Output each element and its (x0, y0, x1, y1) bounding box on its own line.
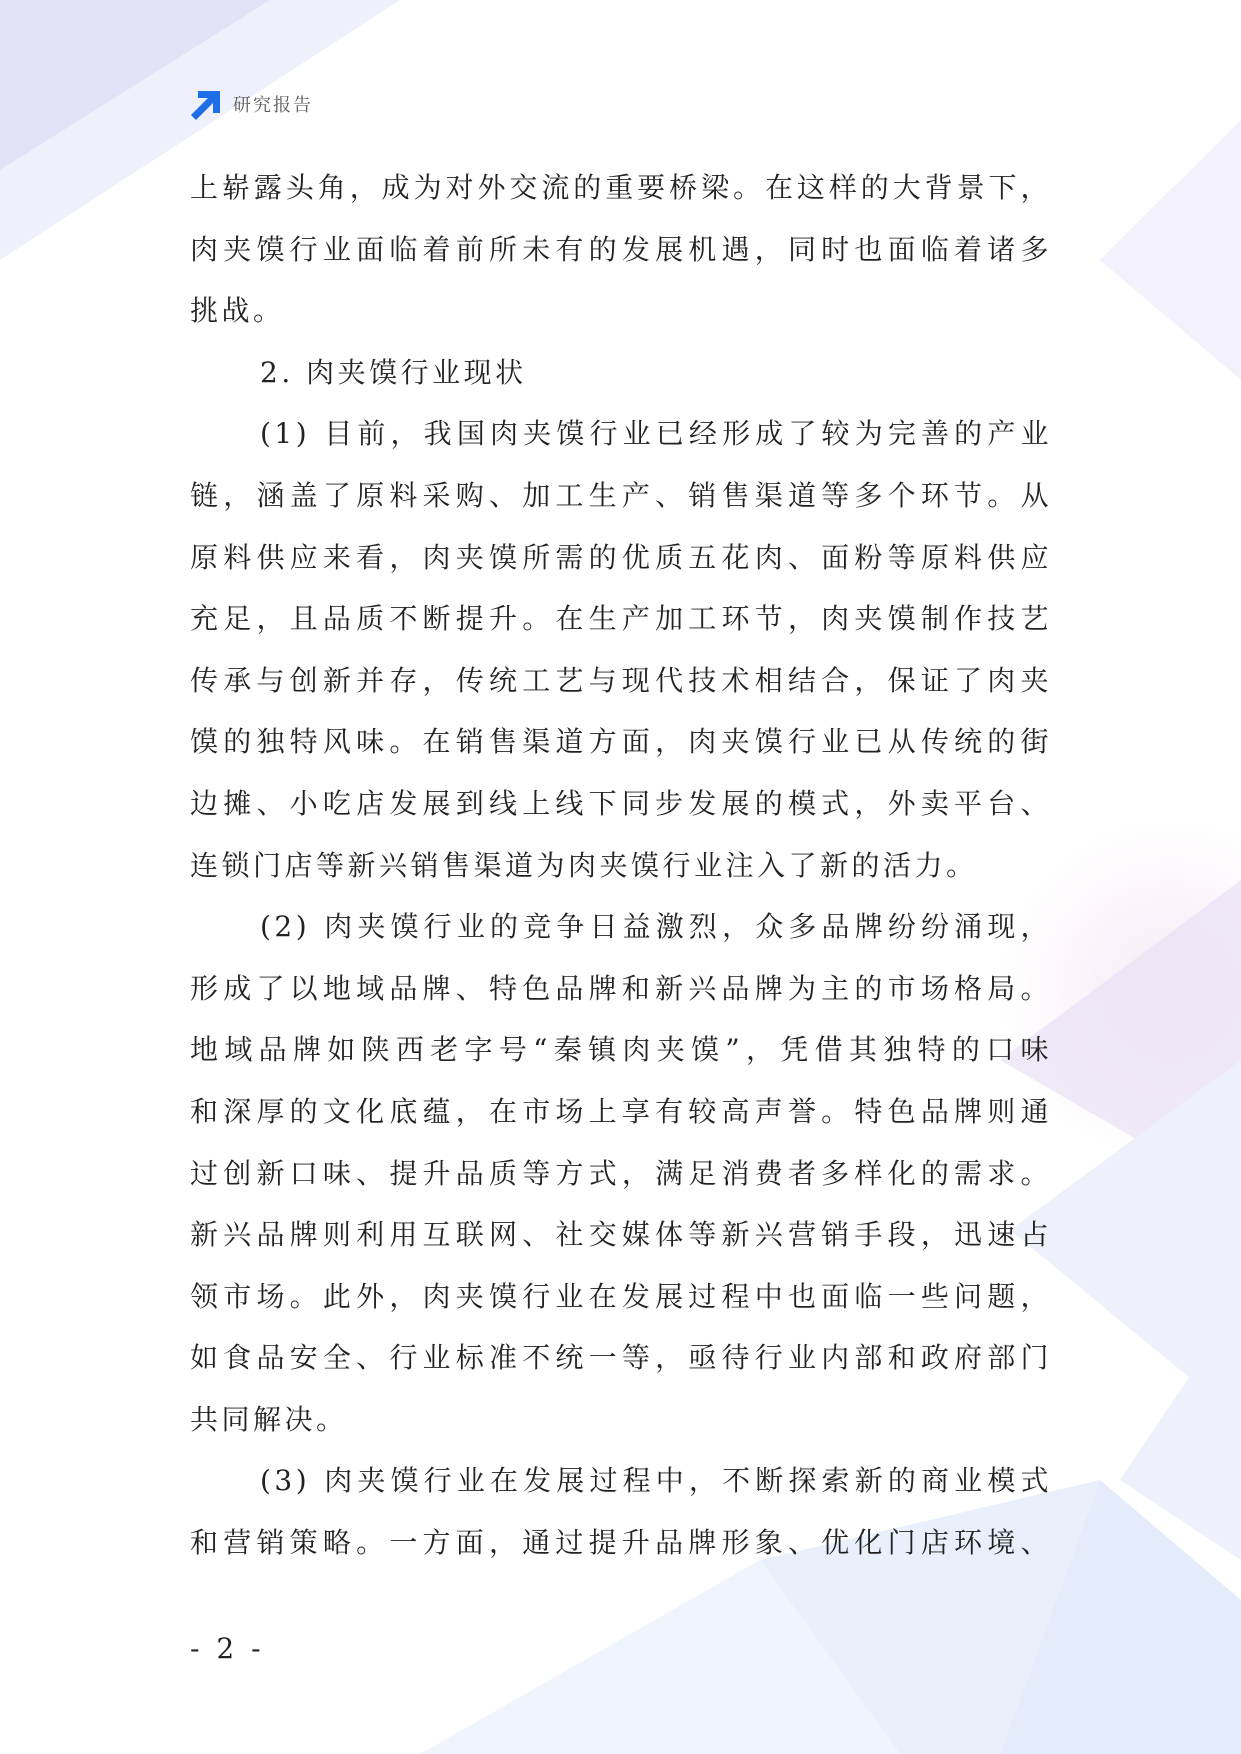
body-line: 如食品安全、行业标准不统一等，亟待行业内部和政府部门 (190, 1341, 1052, 1375)
section-heading-text: 2. 肉夹馍行业现状 (260, 355, 527, 389)
body-line: 边摊、小吃店发展到线上线下同步发展的模式，外卖平台、 (190, 786, 1052, 820)
body-line: 过创新口味、提升品质等方式，满足消费者多样化的需求。 (190, 1156, 1052, 1190)
body-line: 共同解决。 (190, 1402, 348, 1436)
body-line: 原料供应来看，肉夹馍所需的优质五花肉、面粉等原料供应 (190, 540, 1052, 574)
body-line: (2) 肉夹馍行业的竞争日益激烈，众多品牌纷纷涌现， (260, 910, 1052, 944)
arrow-outward-icon (190, 89, 222, 121)
section-heading (190, 342, 1052, 404)
body-line: 上崭露头角，成为对外交流的重要桥梁。在这样的大背景下， (190, 171, 1052, 204)
body-line: (1) 目前，我国肉夹馍行业已经形成了较为完善的产业 (260, 417, 1052, 451)
body-line: 馍的独特风味。在销售渠道方面，肉夹馍行业已从传统的街 (190, 725, 1052, 759)
paragraph (190, 403, 1052, 896)
body-line: 连锁门店等新兴销售渠道为肉夹馍行业注入了新的活力。 (190, 848, 978, 882)
body-line: 新兴品牌则利用互联网、社交媒体等新兴营销手段，迅速占 (190, 1218, 1052, 1252)
paragraph (190, 1450, 1052, 1573)
body-line: 地域品牌如陕西老字号“秦镇肉夹馍”，凭借其独特的口味 (190, 1033, 1052, 1067)
body-line: (3) 肉夹馍行业在发展过程中，不断探索新的商业模式 (260, 1464, 1052, 1498)
document-body (190, 157, 1052, 1574)
logo-shape (191, 91, 220, 120)
body-line: 传承与创新并存，传统工艺与现代技术相结合，保证了肉夹 (190, 663, 1052, 697)
header-title: 研究报告 (233, 95, 313, 116)
body-line: 和营销策略。一方面，通过提升品牌形象、优化门店环境、 (190, 1526, 1052, 1560)
body-line: 形成了以地域品牌、特色品牌和新兴品牌为主的市场格局。 (190, 971, 1052, 1005)
body-line: 和深厚的文化底蕴，在市场上享有较高声誉。特色品牌则通 (190, 1094, 1052, 1128)
paragraph (190, 157, 1052, 342)
page-number: - 2 - (190, 1632, 265, 1665)
body-line: 链，涵盖了原料采购、加工生产、销售渠道等多个环节。从 (190, 478, 1052, 512)
body-line: 领市场。此外，肉夹馍行业在发展过程中也面临一些问题， (190, 1279, 1052, 1313)
body-line: 挑战。 (190, 294, 285, 328)
body-line: 充足，且品质不断提升。在生产加工环节，肉夹馍制作技艺 (190, 602, 1052, 636)
paragraph (190, 896, 1052, 1450)
body-line: 肉夹馍行业面临着前所未有的发展机遇，同时也面临着诸多 (190, 232, 1052, 266)
